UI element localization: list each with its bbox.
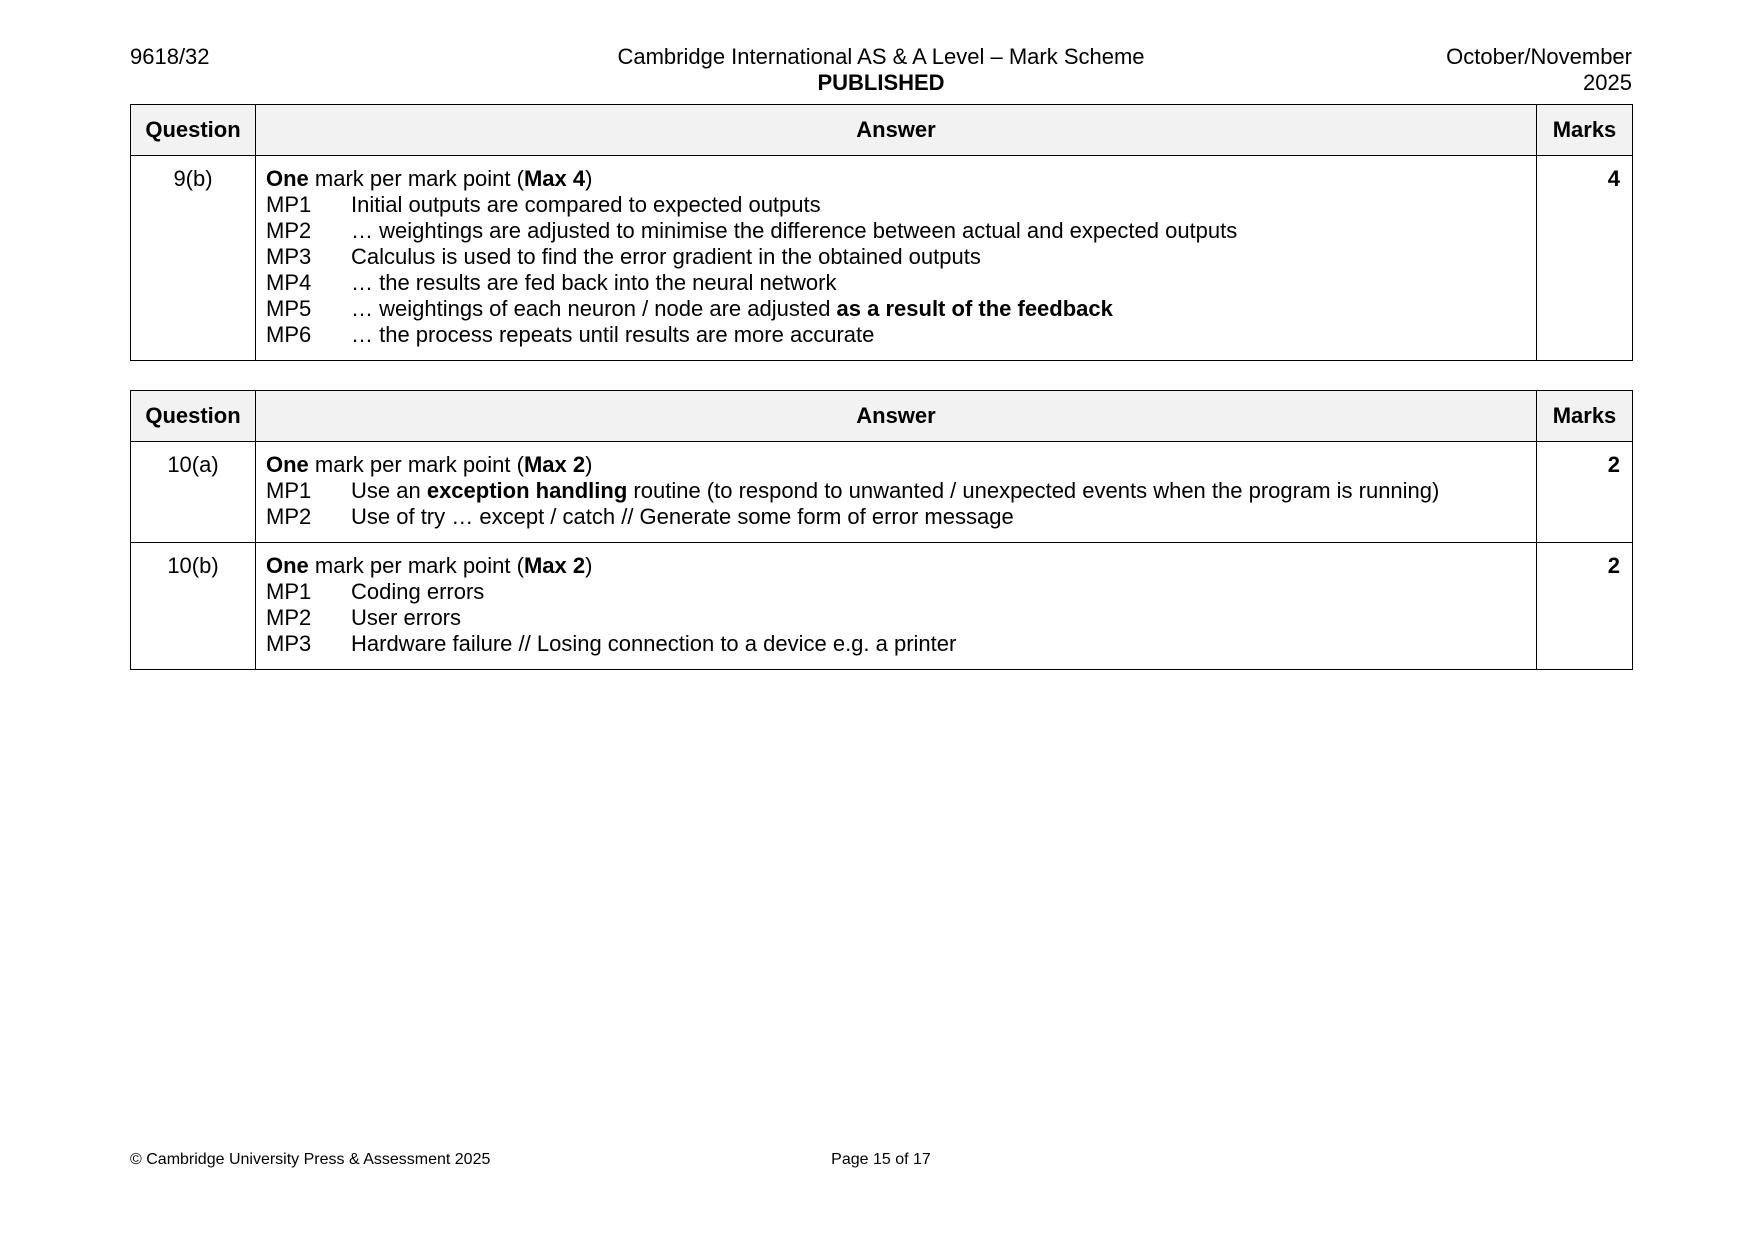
- question-number: 10(a): [131, 442, 256, 543]
- marks-column-header: Marks: [1537, 105, 1633, 156]
- mark-instruction: One mark per mark point (Max 2): [266, 553, 593, 578]
- mark-instruction: One mark per mark point (Max 4): [266, 166, 593, 191]
- exam-session-month: October/November: [1446, 44, 1632, 69]
- answer-cell: [256, 156, 1537, 361]
- table-header-row: [131, 105, 1633, 156]
- answer-cell: [256, 543, 1537, 670]
- marks-value: 2: [1537, 543, 1633, 670]
- page-header: [130, 44, 1632, 100]
- table-header-row: [131, 391, 1633, 442]
- answer-cell: [256, 442, 1537, 543]
- page-number: Page 15 of 17: [831, 1151, 931, 1168]
- table-row: [131, 543, 1633, 670]
- mark-scheme-table-1: [130, 104, 1633, 361]
- mark-point: MP1 Coding errors: [266, 579, 485, 604]
- table-row: [131, 156, 1633, 361]
- mark-point: MP3 Calculus is used to find the error gradient in the obtained outputs: [266, 244, 981, 269]
- question-number: 9(b): [131, 156, 256, 361]
- mark-point: MP1 Use an exception handling routine (to respond to unwanted / unexpected events when the program is running): [266, 478, 1440, 503]
- exam-session: [1446, 44, 1632, 96]
- marks-value: 4: [1537, 156, 1633, 361]
- header-title-block: [130, 44, 1632, 96]
- mark-point: MP2 User errors: [266, 605, 462, 630]
- marks-value: 2: [1537, 442, 1633, 543]
- mark-point: MP2 … weightings are adjusted to minimise the difference between actual and expected outputs: [266, 218, 1238, 243]
- question-number: 10(b): [131, 543, 256, 670]
- table-row: [131, 442, 1633, 543]
- mark-point: MP4 … the results are fed back into the neural network: [266, 270, 837, 295]
- marks-column-header: Marks: [1537, 391, 1633, 442]
- question-column-header: Question: [131, 391, 256, 442]
- mark-scheme-table-2: [130, 390, 1633, 670]
- document-title: Cambridge International AS & A Level – Mark Scheme: [617, 44, 1145, 69]
- mark-point: MP3 Hardware failure // Losing connection to a device e.g. a printer: [266, 631, 957, 656]
- mark-instruction: One mark per mark point (Max 2): [266, 452, 593, 477]
- answer-column-header: Answer: [256, 391, 1537, 442]
- mark-point: MP2 Use of try … except / catch // Generate some form of error message: [266, 504, 1014, 529]
- mark-point: MP5 … weightings of each neuron / node are adjusted as a result of the feedback: [266, 296, 1113, 321]
- mark-point: MP1 Initial outputs are compared to expected outputs: [266, 192, 821, 217]
- copyright-notice: © Cambridge University Press & Assessment 2025: [130, 1151, 491, 1168]
- question-column-header: Question: [131, 105, 256, 156]
- exam-session-year: 2025: [1583, 70, 1632, 95]
- published-label: PUBLISHED: [817, 70, 945, 95]
- answer-column-header: Answer: [256, 105, 1537, 156]
- mark-point: MP6 … the process repeats until results are more accurate: [266, 322, 875, 347]
- syllabus-code: 9618/32: [130, 44, 210, 69]
